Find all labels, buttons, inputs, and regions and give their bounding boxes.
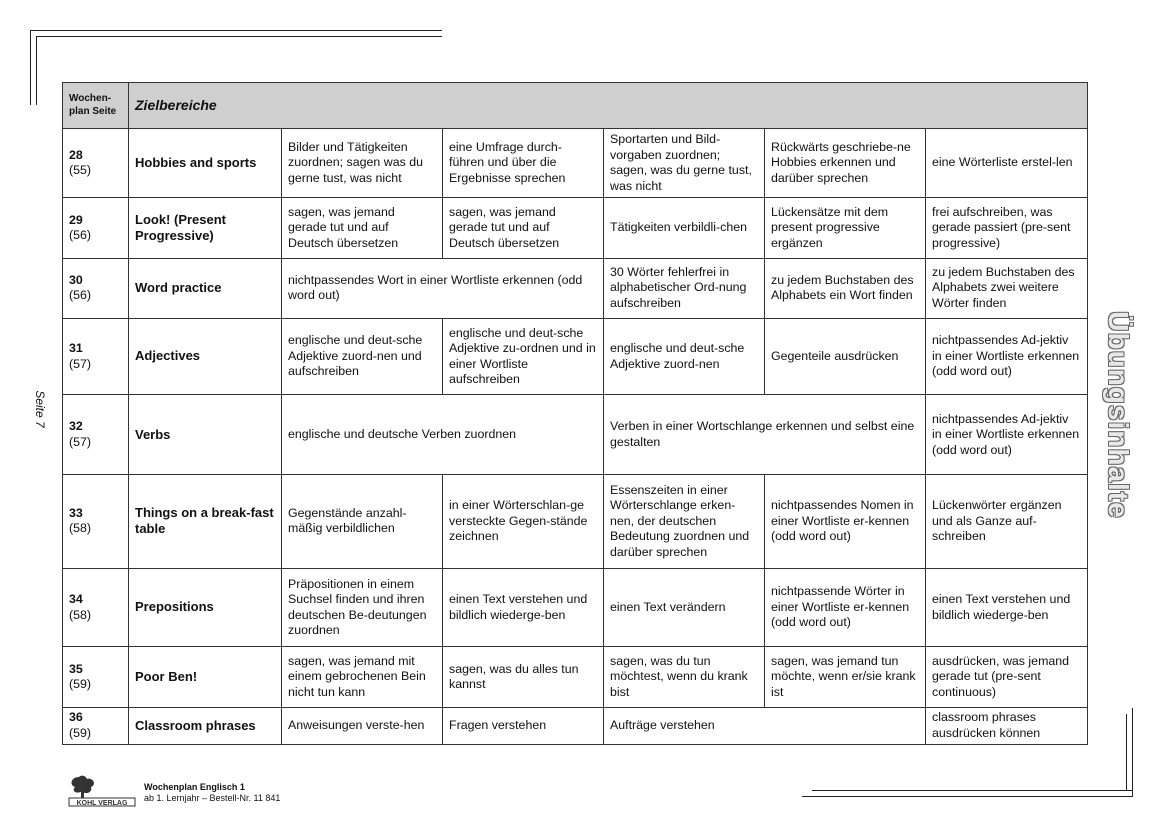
goal-cell: ausdrücken, was jemand gerade tut (pre-sent continuous) [926,647,1088,707]
goal-cell: Tätigkeiten verbildli-chen [604,198,765,258]
goal-cell: Lückenwörter ergänzen und als Ganze auf-schreiben [926,475,1088,568]
frame-line-left-inner [36,36,37,105]
week-page-cell [63,568,129,647]
goal-cell: sagen, was jemand gerade tut und auf Deutsch übersetzen [443,198,604,258]
goal-cell: in einer Wörterschlan-ge versteckte Gegen-stände zeichnen [443,475,604,568]
goal-cell: nichtpassendes Wort in einer Wortliste erkennen (odd word out) [282,258,604,318]
goal-cell: Essenszeiten in einer Wörterschlange erken-nen, der deutschen Bedeutung zuordnen und darüber sprechen [604,475,765,568]
week-page-number: 29 [69,212,83,227]
goal-cell: sagen, was jemand mit einem gebrochenen Bein nicht tun kann [282,647,443,707]
goal-cell: englische und deut-sche Adjektive zu-ordnen und in einer Wortliste aufschreiben [443,318,604,395]
table-row [63,707,1088,744]
topic-cell: Poor Ben! [129,647,282,707]
week-page-cell [63,475,129,568]
goal-cell: nichtpassendes Nomen in einer Wortliste er-kennen (odd word out) [765,475,926,568]
topic-cell: Verbs [129,395,282,475]
goal-cell: zu jedem Buchstaben des Alphabets ein Wort finden [765,258,926,318]
week-page-number: 36 [69,710,83,725]
footer-subtitle: ab 1. Lernjahr – Bestell-Nr. 11 841 [144,792,281,803]
goal-cell: Sportarten und Bild-vorgaben zuordnen; sagen, was du gerne tust, was nicht [604,129,765,198]
goal-cell: englische und deutsche Verben zuordnen [282,395,604,475]
goal-cell: Aufträge verstehen [604,707,926,744]
table-header-row [63,83,1088,129]
book-page-number: (59) [69,725,92,740]
topic-cell: Prepositions [129,568,282,647]
table-row [63,568,1088,647]
topic-cell: Look! (Present Progressive) [129,198,282,258]
week-page-cell [63,129,129,198]
week-page-number: 34 [69,592,83,607]
goal-cell: Lückensätze mit dem present progressive ergänzen [765,198,926,258]
footer-info [144,782,280,804]
page-number-label: Seite 7 [33,390,47,428]
goal-cell: einen Text verändern [604,568,765,647]
goal-cell: 30 Wörter fehlerfrei in alphabetischer Ord-nung aufschreiben [604,258,765,318]
book-page-number: (56) [69,288,92,303]
goal-cell: Fragen verstehen [443,707,604,744]
frame-line-right [1132,708,1133,797]
topic-cell: Adjectives [129,318,282,395]
book-page-number: (57) [69,356,92,371]
week-page-number: 31 [69,341,83,356]
goal-cell: Bilder und Tätigkeiten zuordnen; sagen was du gerne tust, was nicht [282,129,443,198]
table-row [63,198,1088,258]
week-page-number: 28 [69,147,83,162]
goal-cell: Verben in einer Wortschlange erkennen und selbst eine gestalten [604,395,926,475]
book-page-number: (59) [69,677,92,692]
table-row [63,647,1088,707]
goal-cell: Gegenstände anzahl-mäßig verbildlichen [282,475,443,568]
header-week-page: Wochen-plan Seite [63,83,129,129]
week-page-cell [63,258,129,318]
goal-cell: Anweisungen verste-hen [282,707,443,744]
frame-line-bottom [802,796,1132,797]
book-page-number: (56) [69,228,92,243]
goal-cell: eine Wörterliste erstel-len [926,129,1088,198]
week-page-number: 33 [69,505,83,520]
table-row [63,395,1088,475]
topic-cell: Things on a break-fast table [129,475,282,568]
goal-cell: sagen, was jemand gerade tut und auf Deutsch übersetzen [282,198,443,258]
goal-cell: Rückwärts geschriebe-ne Hobbies erkennen und darüber sprechen [765,129,926,198]
week-page-cell [63,198,129,258]
week-page-cell [63,647,129,707]
book-page-number: (58) [69,607,92,622]
frame-line-top-inner [36,36,442,37]
logo-text: KOHL VERLAG [76,800,128,807]
section-title-vertical: Übungsinhalte [1103,311,1134,519]
goal-cell: nichtpassende Wörter in einer Wortliste er-kennen (odd word out) [765,568,926,647]
publisher-logo [67,773,137,807]
weekly-plan-table [62,82,1088,745]
week-page-cell [63,318,129,395]
goal-cell: englische und deut-sche Adjektive zuord-nen [604,318,765,395]
goal-cell: frei aufschreiben, was gerade passiert (pre-sent progressive) [926,198,1088,258]
table-row [63,258,1088,318]
goal-cell: sagen, was du tun möchtest, wenn du krank bist [604,647,765,707]
goal-cell: classroom phrases ausdrücken können [926,707,1088,744]
book-page-number: (57) [69,434,92,449]
goal-cell: Präpositionen in einem Suchsel finden und ihren deutschen Be-deutungen zuordnen [282,568,443,647]
topic-cell: Word practice [129,258,282,318]
footer-title: Wochenplan Englisch 1 [144,782,245,792]
week-page-number: 32 [69,419,83,434]
table-row [63,475,1088,568]
week-page-cell [63,707,129,744]
goal-cell: nichtpassendes Ad-jektiv in einer Wortliste erkennen (odd word out) [926,318,1088,395]
week-page-cell [63,395,129,475]
book-page-number: (58) [69,521,92,536]
table-row [63,318,1088,395]
goal-cell: sagen, was du alles tun kannst [443,647,604,707]
goal-cell: englische und deut-sche Adjektive zuord-nen und aufschreiben [282,318,443,395]
week-page-number: 35 [69,661,83,676]
topic-cell: Classroom phrases [129,707,282,744]
frame-line-left [30,30,31,105]
frame-line-top [30,30,442,31]
goal-cell: einen Text verstehen und bildlich wiederge-ben [926,568,1088,647]
topic-cell: Hobbies and sports [129,129,282,198]
goal-cell: Gegenteile ausdrücken [765,318,926,395]
goal-cell: sagen, was jemand tun möchte, wenn er/sie krank ist [765,647,926,707]
goal-cell: zu jedem Buchstaben des Alphabets zwei weitere Wörter finden [926,258,1088,318]
goal-cell: nichtpassendes Ad-jektiv in einer Wortliste erkennen (odd word out) [926,395,1088,475]
header-target-areas: Zielbereiche [129,83,1088,129]
table-row [63,129,1088,198]
frame-line-right-inner [1126,714,1127,791]
goal-cell: einen Text verstehen und bildlich wiederge-ben [443,568,604,647]
frame-line-bottom-inner [812,790,1132,791]
book-page-number: (55) [69,163,92,178]
goal-cell: eine Umfrage durch-führen und über die Ergebnisse sprechen [443,129,604,198]
week-page-number: 30 [69,272,83,287]
